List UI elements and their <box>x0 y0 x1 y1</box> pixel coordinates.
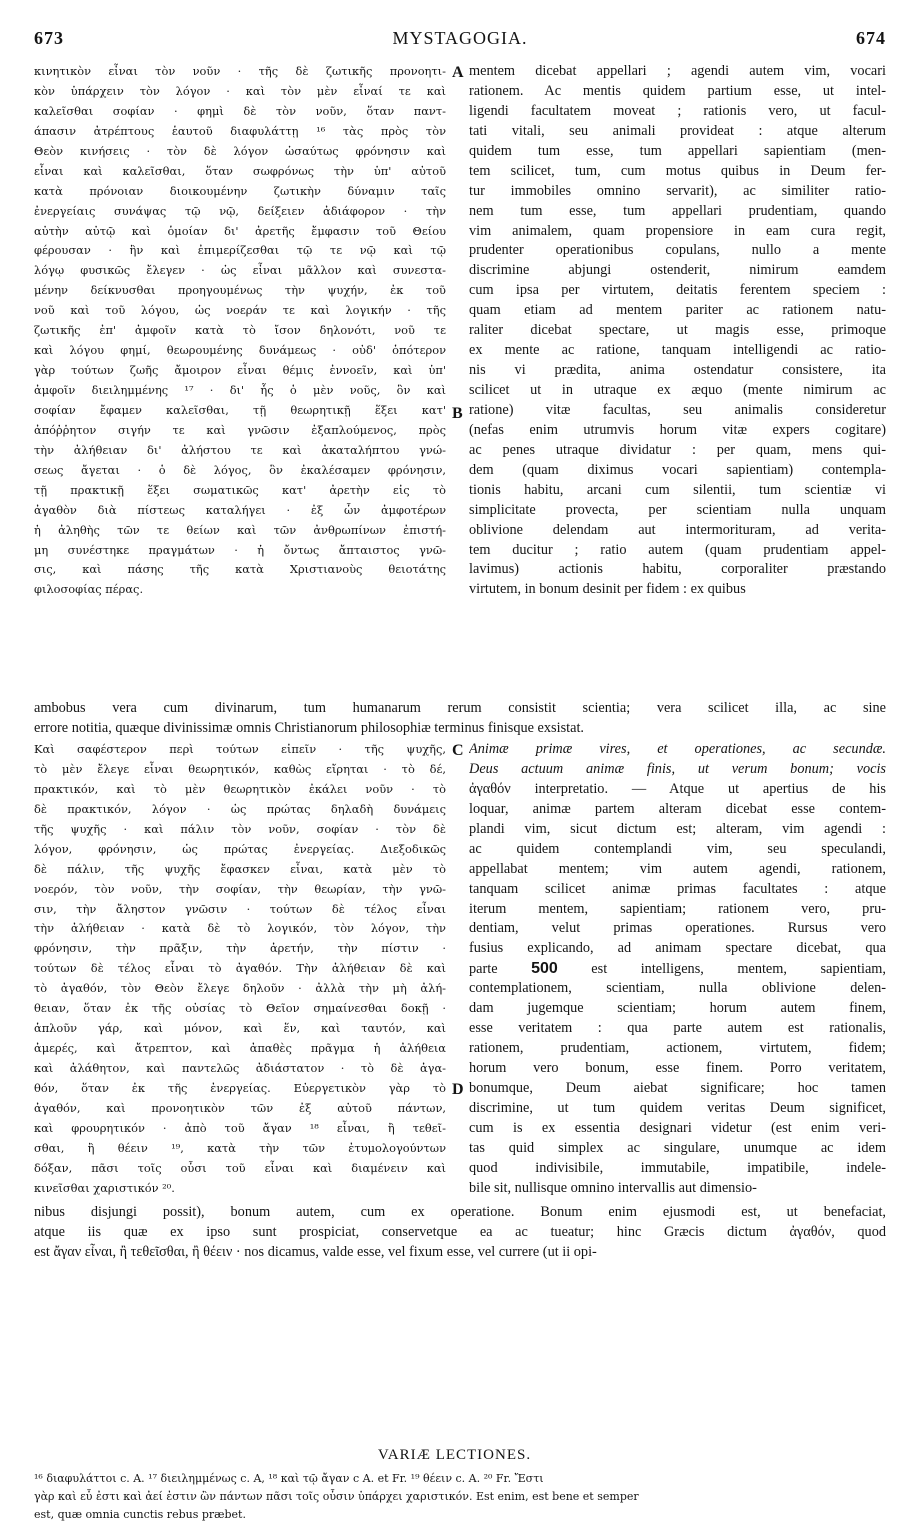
latin-line: bonumque, Deum aiebat significare; hoc tamen <box>469 1079 886 1096</box>
greek-line: σοφίαν ἔφαμεν καλεῖσθαι, τῇ θεωρητικῇ ἕξει κατ' <box>34 402 446 417</box>
greek-line: άπασιν ἀτρέπτους ἑαυτοῦ διαφυλάττῃ ¹⁶ τὰς πρὸς τὸν <box>34 123 446 138</box>
greek-line: μένην δείκνυσθαι προηγουμένως τὴν ψυχήν, ἐκ τοῦ <box>34 283 446 298</box>
latin-span-line: nibus disjungi possit), bonum autem, cum ex operatione. Bonum enim ejusmodi est, ut benefaciat, <box>34 1204 886 1220</box>
greek-line: εἶναι καὶ καλεῖσθαι, ὅταν σωφρόνως τὴν ὑπ' αὐτοῦ <box>34 163 446 178</box>
latin-line: discrimine abjungi ostenderit, nimirum eamdem <box>469 262 886 279</box>
latin-line: simplicitate provecta, per scientiam nulla unquam <box>469 501 886 518</box>
greek-line: Καὶ σαφέστερον περὶ τούτων εἰπεῖν · τῆς ψυχῆς, <box>34 742 446 756</box>
column-number: 500 <box>531 960 558 978</box>
latin-line: quod indivisibile, immutabile, impatibile, indele- <box>469 1159 886 1176</box>
latin-line: dam jugemque scientiam; horum autem finem, <box>469 1000 886 1017</box>
section-marker-b: B <box>452 405 463 422</box>
greek-line: ἀμφοῖν διειλημμένης ¹⁷ · δι' ἧς ὁ μὲν νοῦς, ὃν καὶ <box>34 383 446 397</box>
greek-line: ζωτικῆς ἐπ' ἀμφοῖν κατὰ τὸ ἴσον δηλονότι, νοῦ τε <box>34 323 446 338</box>
latin-line: ἀγαθόν interpretatio. — Atque ut apertius de his <box>469 780 886 797</box>
latin-line: iterum mentem, sapientiam; rationem vero, pru- <box>469 900 886 917</box>
section-marker-d: D <box>452 1081 464 1098</box>
latin-line: tas quid simplex ac singulare, unumque ac idem <box>469 1139 886 1156</box>
latin-line: rationem, prudentiam, actionem, virtutem, fidem; <box>469 1040 886 1057</box>
greek-line: κινητικὸν εἶναι τὸν νοῦν · τῆς δὲ ζωτικῆς προνοητι- <box>34 64 446 78</box>
greek-line: τὴν ἀλήθειαν δι' ἀλήστου τε καὶ ἀκαταλήπτου γνώ- <box>34 442 446 457</box>
greek-line: θόν, ὅταν ἐκ τῆς ἐνεργείας. Εὐεργετικὸν γὰρ τὸ <box>34 1080 446 1095</box>
latin-span-line: ambobus vera cum divinarum, tum humanarum rerum consistit scientia; vera scilicet illa, ac sine <box>34 700 886 716</box>
greek-line: καὶ ἀλάθητον, καὶ παντελῶς ἀδιάστατον · τὸ δὲ ἀγα- <box>34 1061 446 1075</box>
section-marker-a: A <box>452 64 464 81</box>
latin-line: vim animalem, quam propensiore in eam cura regit, <box>469 222 886 239</box>
greek-line: νοῦ καὶ τοῦ λόγου, ὡς νοεράν τε καὶ λογικήν · τῆς <box>34 303 446 318</box>
latin-line: discrimine, ut tum quidem veritas Deum significet, <box>469 1099 886 1116</box>
latin-line: fusius explicando, ad animam spectare dicebat, qua <box>469 940 886 957</box>
latin-line: horum vero bonum, esse finem. Porro veritatem, <box>469 1060 886 1076</box>
greek-column-top <box>34 62 446 600</box>
greek-line: ἡ ἀληθὴς τῶν τε θείων καὶ τῶν ἀνθρωπίνων ἐπιστή- <box>34 522 446 537</box>
greek-line: αὐτὴν αὐτῷ καὶ ὁμοίαν δι' ἀρετῆς ἔμφασιν τοῦ Θείου <box>34 223 446 238</box>
greek-line: καὶ λόγου φημί, θεωρουμένης δυνάμεως · οὐδ' ὁπότερον <box>34 343 446 358</box>
latin-span-line: errore notitia, quæque divinissimæ omnis Christianorum philosophiæ terminus finisque exsistat. <box>34 720 584 736</box>
running-title: MYSTAGOGIA. <box>392 28 528 48</box>
latin-full-width-bottom <box>34 1202 886 1262</box>
latin-line: lavimus) actionis habitu, corporaliter præstando <box>469 561 886 578</box>
greek-line: δόξαν, πᾶσι τοῖς οὖσι τοῦ εἶναι καὶ διαμένειν καὶ <box>34 1160 446 1175</box>
greek-line: φρόνησιν, τὴν πρᾶξιν, τὴν ἀρετήν, τὴν πίστιν · <box>34 941 446 956</box>
greek-line: φέρουσαν · ἣν καὶ ἐπιμερίζεσθαι τῷ τε νῷ καὶ τῷ <box>34 243 446 258</box>
latin-line: bile sit, nullisque omnino intervallis aut dimensio- <box>469 1179 757 1196</box>
latin-line: Animæ primæ vires, et operationes, ac secundæ. <box>469 741 886 757</box>
latin-line: ac penes utraque dividatur : per quam, mens qui- <box>469 441 886 458</box>
latin-line: plandi vim, sicut dictum est; alteram, vim agendi : <box>469 820 886 837</box>
latin-line: nem tum esse, tum appellari prudentiam, quando <box>469 202 886 219</box>
latin-line: mentem dicebat appellari ; agendi autem vim, vocari <box>469 63 886 79</box>
greek-line: σις, καὶ πάσης τῆς κατὰ Χριστιανοὺς θειοτάτης <box>34 562 446 577</box>
greek-line: λόγον, φρόνησιν, ὡς πρώτας ἐνεργείας. Διεξοδικῶς <box>34 841 446 856</box>
greek-line: σθαι, ἢ θέειν ¹⁹, κατὰ τὴν τῶν ἐτυμολογούντων <box>34 1140 446 1155</box>
greek-line: σιν, τὴν ἄληστον γνῶσιν · τούτων δὲ τέλος εἶναι <box>34 901 446 916</box>
page-number-left: 673 <box>34 28 64 48</box>
latin-line: (nefas enim utrumvis horum vitæ expers cogitare) <box>469 421 886 438</box>
latin-line: oblivione delendam aut intermorituram, ad verita- <box>469 521 886 538</box>
latin-line: cum ipsa per virtutem, deitatis ferentem speciem : <box>469 282 886 299</box>
greek-line: θειαν, ὅταν ἐκ τῆς οὐσίας τὸ Θεῖον σημαίνεσθαι δοκῇ · <box>34 1001 446 1016</box>
section-marker-c: C <box>452 742 464 759</box>
running-header <box>34 28 886 54</box>
latin-line: tur immobiles omnino servarit), ac similiter ratio- <box>469 182 886 199</box>
greek-line: Θεὸν κινήσεις · τὸν δὲ λόγον ὡσαύτως φρόνησιν καὶ <box>34 143 446 158</box>
latin-line: tem scilicet, tum, cum motus quibus in Deum fer- <box>469 162 886 179</box>
latin-line: ac quidem contemplandi vim, seu speculandi, <box>469 840 886 857</box>
latin-line: esse veritatem : qua parte autem est rationalis, <box>469 1020 886 1037</box>
latin-column-top <box>469 62 886 600</box>
latin-line: dem (quam diximus vocari sapientiam) contempla- <box>469 461 886 478</box>
latin-line: rationem. Ac mentis quidem partium esse, ut intel- <box>469 82 886 99</box>
latin-full-width-top <box>34 698 886 738</box>
latin-line: Deus actuum animæ finis, ut verum bonum; vocis <box>469 760 886 777</box>
greek-line: δὲ πρακτικόν, λόγον · ὡς πρώτας δηλαδὴ δυνάμεις <box>34 801 446 816</box>
greek-line: καλεῖσθαι σοφίαν · φημὶ δὲ τὸν νοῦν, ὅταν παντ- <box>34 103 446 118</box>
greek-line: μη συνέστηκε πραγμάτων · ἡ ὄντως ἄπταιστος γνῶ- <box>34 542 446 557</box>
greek-column-bottom <box>34 740 446 1199</box>
greek-line: ἀμερές, καὶ ἄτρεπτον, καὶ ἀπαθὲς πρᾶγμα ἡ ἀλήθεια <box>34 1041 446 1056</box>
greek-line: ἀπόῤῥητον σιγήν τε καὶ γνῶσιν ἐξαπλούμενος, πρὸς <box>34 422 446 437</box>
page-number-right: 674 <box>856 28 886 48</box>
latin-line: tanquam scilicet animæ primas facultates : atque <box>469 880 886 897</box>
footnote-line: est, quæ omnia cunctis rebus præbet. <box>34 1508 246 1521</box>
latin-span-line: est ἄγαν εἶναι, ἢ τεθεῖσθαι, ἢ θέειν · nos dicamus, valde esse, vel fixum esse, vel currere (ut ii opi- <box>34 1244 597 1260</box>
greek-line: τὴν ἀλήθειαν · κατὰ δὲ τὸ λογικόν, τὸν λόγον, τὴν <box>34 921 446 936</box>
latin-line: quidem tum esse, tum appellari sapientiam (men- <box>469 142 886 159</box>
latin-line: loquar, animæ partem alteram dicebat esse contem- <box>469 800 886 817</box>
latin-line: quam etiam ad mentem pariter ac rationem natu- <box>469 302 886 319</box>
latin-line: nis vi prædita, anima ostendatur consistere, ita <box>469 362 886 379</box>
greek-line: ἐνεργείαις συνάψας τῷ νῷ, δείξειεν ἀδιάφορον · τὴν <box>34 203 446 218</box>
latin-line: appellabat mentem; vim autem agendi, rationem, <box>469 860 886 877</box>
latin-line: tati vitali, seu animali provideat : atque alterum <box>469 122 886 139</box>
latin-line: parte 500 est intelligens, mentem, sapientiam, <box>469 960 886 978</box>
variae-lectiones-heading: VARIÆ LECTIONES. <box>377 1447 532 1463</box>
latin-line: tem ducitur ; ratio autem (quam prudentiam appel- <box>469 541 886 558</box>
greek-line: ἁπλοῦν γάρ, καὶ μόνον, καὶ ἕν, καὶ ταυτόν, καὶ <box>34 1021 446 1036</box>
latin-line: tionis habitu, arcani cum silentii, tum scientiæ vi <box>469 481 886 498</box>
latin-line: cum is ex essentia designari videtur (est enim veri- <box>469 1119 886 1136</box>
footnote-line: ¹⁶ διαφυλάττοι c. A. ¹⁷ διειλημμένως c. A, ¹⁸ καὶ τῷ ἄγαν c A. et Fr. ¹⁹ θέειν c. A. ²⁰ Fr. Ἔστι <box>34 1472 544 1485</box>
latin-line: ratione) vitæ facultas, seu animalis consideretur <box>469 401 886 418</box>
greek-line: πρακτικόν, καὶ τὸ μὲν θεωρητικὸν ἐκάλει νοῦν · τὸ <box>34 781 446 796</box>
greek-line: κινεῖσθαι χαριστικόν ²⁰. <box>34 1180 175 1195</box>
greek-line: γὰρ τούτων ζωῆς ἄμοιρον εἶναι θέμις ἐννοεῖν, καὶ ὑπ' <box>34 363 446 378</box>
greek-line: λόγῳ φυσικῶς ἔλεγεν · ὡς εἶναι μᾶλλον καὶ συνεστα- <box>34 263 446 278</box>
latin-line: contemplationem, scientiam, nulla oblivione delen- <box>469 980 886 997</box>
greek-line: τὸ ἀγαθόν, τὸν Θεὸν ἔλεγε δηλοῦν · ἀλλὰ τὴν μὴ ἀλή- <box>34 981 446 996</box>
greek-line: ἀγαθὸν διὰ πίστεως καταλήγει · ἐξ ὧν ἀμφοτέρων <box>34 502 446 517</box>
greek-line: τῇ πρακτικῇ ἕξει σωματικῶς κατ' ἀρετὴν εἰς τὸ <box>34 482 446 497</box>
greek-line: φιλοσοφίας πέρας. <box>34 582 144 597</box>
greek-line: κατὰ πρόνοιαν διοικουμένην ζωτικὴν δύναμιν ταῖς <box>34 183 446 198</box>
footnotes <box>34 1470 886 1524</box>
latin-line: raliter dicebat spectare, ut magis esse, primoque <box>469 322 886 339</box>
greek-line: τὸ μὲν ἔλεγε εἶναι θεωρητικόν, καθὼς εἴρηται · τὸ δέ, <box>34 761 446 776</box>
greek-line: σεως ἄγεται · ὁ δὲ λόγος, ὃν ἐκαλέσαμεν φρόνησιν, <box>34 462 446 477</box>
greek-line: κὸν ὑπάρχειν τὸν λόγον · καὶ τὸν μὲν εἶναί τε καὶ <box>34 83 446 98</box>
latin-span-line: atque iis quæ ex ipso sunt prospiciat, conservetque ea ac tueatur; hinc Græcis dictum ἀγαθόν, quod <box>34 1224 886 1240</box>
footnote-line: γὰρ καὶ εὖ ἐστι καὶ ἀεί ἐστιν ὢν πάντων πᾶσι τοῖς οὖσιν ὑπάρχει χαριστικόν. Est enim, est bene et semper <box>34 1490 639 1503</box>
latin-line: ligendi facultatem moveat ; rationis vero, ut facul- <box>469 102 886 119</box>
greek-line: νοερόν, τὸν νοῦν, τὴν σοφίαν, τὴν θεωρίαν, τὴν γνῶ- <box>34 881 446 896</box>
latin-line: virtutem, in bonum desinit per fidem : ex quibus <box>469 581 746 598</box>
latin-line: prudenter operationibus copulans, nullo a mente <box>469 242 886 259</box>
greek-line: καὶ φρουρητικόν · ἀπὸ τοῦ ἄγαν ¹⁸ εἶναι, ἢ τεθεῖ- <box>34 1120 446 1135</box>
greek-line: ἀγαθόν, καὶ προνοητικὸν τῶν ἐξ αὐτοῦ πάντων, <box>34 1100 446 1115</box>
greek-line: δὲ πάλιν, τῆς ψυχῆς ἔφασκεν εἶναι, κατὰ μὲν τὸ <box>34 861 446 876</box>
greek-line: τῆς ψυχῆς · καὶ πάλιν τὸν νοῦν, σοφίαν · τὸν δὲ <box>34 821 446 836</box>
latin-line: ex mente ac ratione, tanquam intelligendi ac ratio- <box>469 342 886 359</box>
greek-line: τούτων δὲ τέλος εἶναι τὸ ἀγαθόν. Τὴν ἀλήθειαν δὲ καὶ <box>34 961 446 976</box>
latin-line: dentiam, velut primas operationes. Rursus vero <box>469 920 886 937</box>
latin-column-bottom <box>469 740 886 1199</box>
latin-line: scilicet ut in utraque ex æquo (mente nimirum ac <box>469 382 886 398</box>
